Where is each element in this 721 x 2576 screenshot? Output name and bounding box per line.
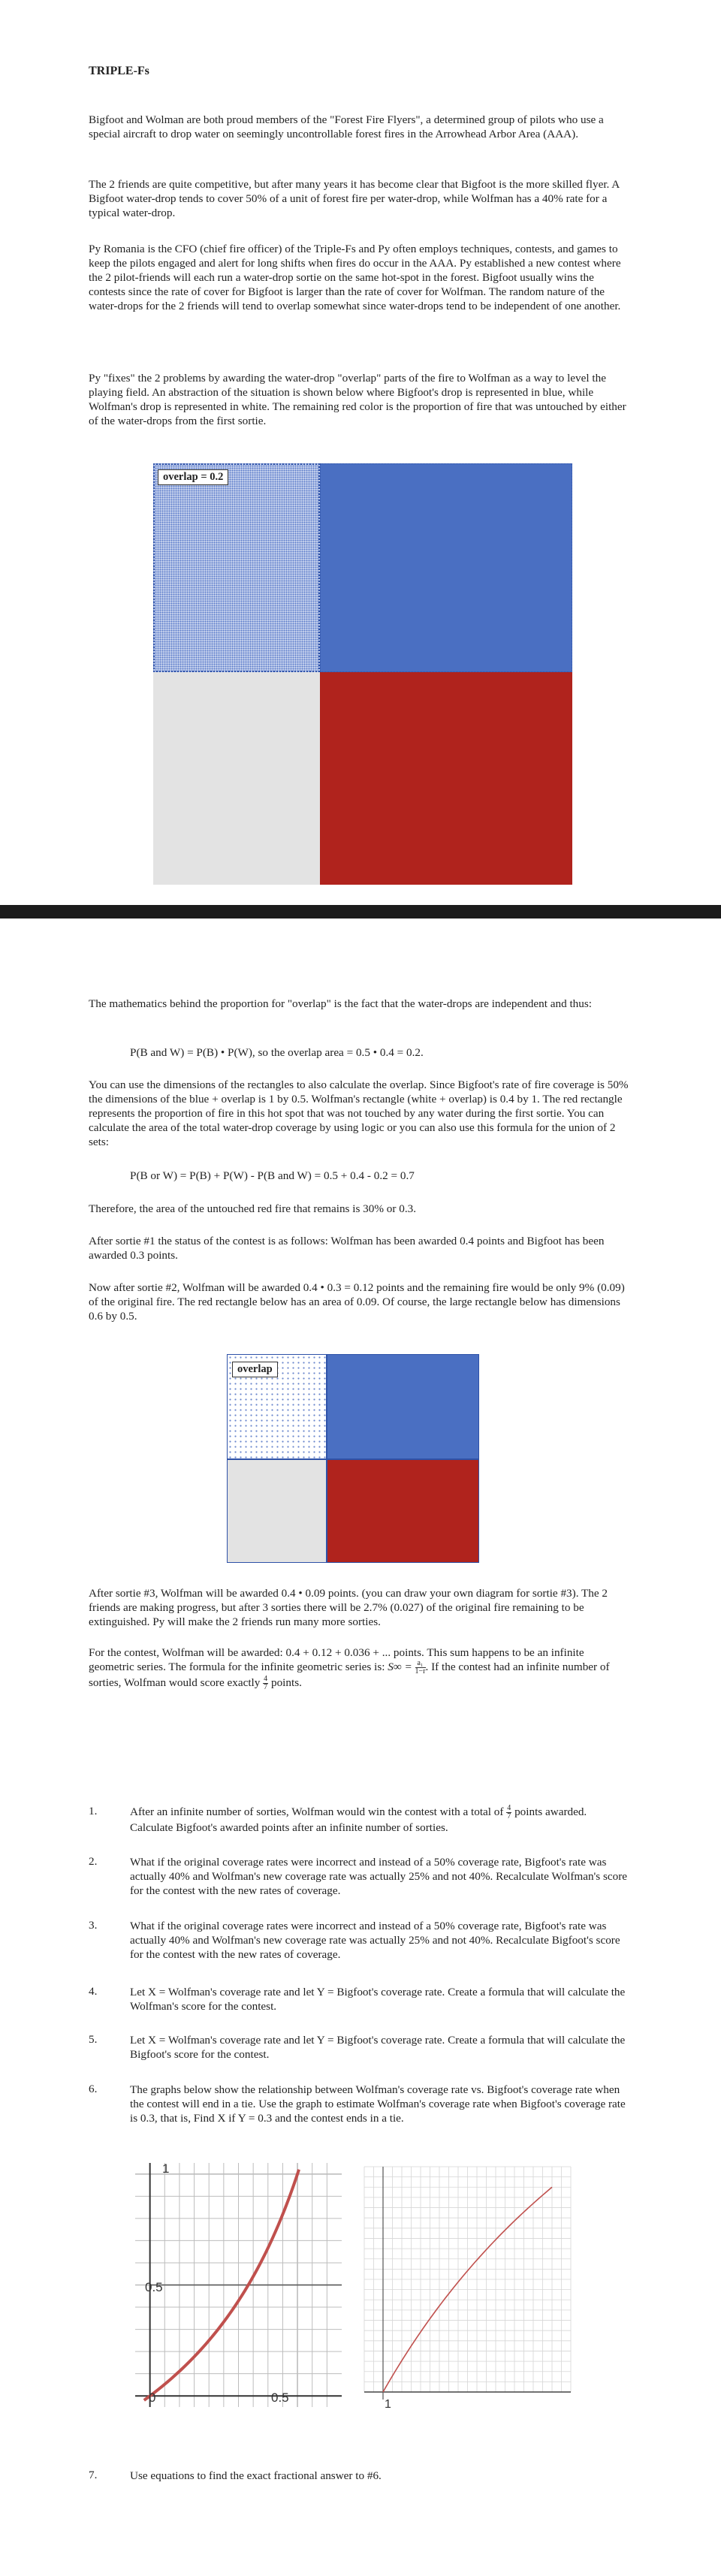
wolfman-white-region <box>153 672 320 885</box>
y-tick-0.5: 0.5 <box>145 2280 163 2294</box>
overlap-label: overlap <box>232 1362 278 1377</box>
page-title: TRIPLE-Fs <box>89 65 149 77</box>
math-paragraph: The mathematics behind the proportion for "overlap" is the fact that the water-drops are independent and thus: <box>89 997 592 1010</box>
overlap-region <box>153 463 320 672</box>
sortie3-paragraph: After sortie #3, Wolfman will be awarded 0.4 • 0.09 points. (you can draw your own diagram for sortie #3). The 2 friends are making progress, but after 3 sorties there will be 2.7% (0.027) of the original fire remaining to be extinguished. Py will make the 2 friends run many more sorties. <box>89 1587 608 1628</box>
question-number: 7. <box>89 2469 98 2481</box>
page-2 <box>0 918 721 2576</box>
fix-paragraph: Py "fixes" the 2 problems by awarding the water-drop "overlap" parts of the fire to Wolfman as a way to level the playing field. An abstraction of the situation is shown below where Bigfoot's drop is represented in blue, while Wolfman's drop is represented in white. The remaining red color is the proportion of fire that was untouched by either of the water-drops from the first sortie. <box>89 372 626 427</box>
bigfoot-blue-region <box>327 1354 479 1459</box>
series-paragraph: For the contest, Wolfman will be awarded: 0.4 + 0.12 + 0.036 + ... points. This sum happens to be an infinite geometric series. The formula for the infinite geometric series is: S∞ = $\frac{\text{a₁}}{1-r}$ . If the contest had an infinite number of sorties, Wolfman would score exactly $\frac{4}{7}$ points. <box>89 1646 610 1692</box>
tie-graph-right <box>357 2159 582 2415</box>
page-1 <box>0 0 721 905</box>
question-number: 3. <box>89 1919 98 1932</box>
question-5: Let X = Wolfman's coverage rate and let Y = Bigfoot's coverage rate. Create a formula that will calculate the Bigfoot's score for the contest. <box>130 2034 626 2061</box>
question-6: The graphs below show the relationship between Wolfman's coverage rate vs. Bigfoot's coverage rate when the contest will end in a tie. Use the graph to estimate Wolfman's coverage rate when Bigfoot's coverage rate is 0.3, that is, Find X if Y = 0.3 and the contest ends in a tie. <box>130 2083 626 2125</box>
question-number: 4. <box>89 1985 98 1998</box>
question-number: 2. <box>89 1855 98 1868</box>
question-7: Use equations to find the exact fractional answer to #6. <box>130 2469 382 2482</box>
y-tick-1: 1 <box>162 2161 170 2176</box>
sortie1-paragraph: After sortie #1 the status of the contest is as follows: Wolfman has been awarded 0.4 points and Bigfoot has been awarded 0.3 points. <box>89 1235 605 1262</box>
four-sevenths-fraction: $\frac{4}{7}$ <box>264 1675 268 1692</box>
x-tick-0.5: 0.5 <box>271 2390 289 2405</box>
overlap-label: overlap = 0.2 <box>158 469 228 485</box>
bigfoot-blue-region <box>320 463 572 672</box>
overlap-equation: P(B and W) = P(B) • P(W), so the overlap area = 0.5 • 0.4 = 0.2. <box>130 1046 424 1059</box>
wolfman-white-region <box>227 1459 327 1563</box>
graph-gridlines <box>364 2167 571 2392</box>
x-tick-0: 0 <box>149 2390 156 2405</box>
contest-paragraph: Py Romania is the CFO (chief fire officer) of the Triple-Fs and Py often employs techniques, contests, and games to keep the pilots engaged and alert for long shifts when fires do occur in the AAA. Py established a new contest where the 2 pilot-friends will each run a water-drop sortie on the same hot-spot in the forest. Bigfoot usually wins the contests since the rate of cover for Bigfoot is larger than the rate of cover for Wolfman. The random nature of the water-drops for the 2 friends will tend to overlap somewhat since water-drops tend to be independent of one another. <box>89 243 621 312</box>
x-tick-1: 1 <box>385 2398 391 2411</box>
question-3: What if the original coverage rates were incorrect and instead of a 50% coverage rate, Bigfoot's rate was actually 40% and Wolfman's new coverage rate was actually 25% and not 40%. Recalculate Bigfoot's score for the contest with the new rates of coverage. <box>130 1920 620 1961</box>
intro-paragraph: Bigfoot and Wolman are both proud members of the "Forest Fire Flyers", a determined group of pilots who use a special aircraft to drop water on seemingly uncontrollable forest fires in the Arrowhead Arbor Area (AAA). <box>89 113 604 140</box>
sortie2-paragraph: Now after sortie #2, Wolfman will be awarded 0.4 • 0.3 = 0.12 points and the remaining fire would be only 9% (0.09) of the original fire. The red rectangle below has an area of 0.09. Of course, the large rectangle below has dimensions 0.6 by 0.5. <box>89 1281 625 1323</box>
tie-graph-left <box>120 2159 349 2415</box>
dimensions-paragraph: You can use the dimensions of the rectangles to also calculate the overlap. Since Bigfoot's rate of fire coverage is 50% the dimensions of the blue + overlap is 1 by 0.5. Wolfman's rectangle (white + overlap) is 0.4 by 1. The red rectangle represents the proportion of fire in this hot spot that was not touched by any water during the first sortie. You can calculate the area of the total water-drop coverage by using logic or you can also use this formula for the union of 2 sets: <box>89 1078 629 1148</box>
union-equation: P(B or W) = P(B) + P(W) - P(B and W) = 0.5 + 0.4 - 0.2 = 0.7 <box>130 1169 415 1182</box>
untouched-red-region <box>327 1459 479 1563</box>
question-1: After an infinite number of sorties, Wolfman would win the contest with a total of $\frac{4}{7}$ points awarded. Calculate Bigfoot's awarded points after an infinite number of sorties. <box>130 1804 587 1835</box>
page-separator <box>0 905 721 918</box>
question-number: 1. <box>89 1805 98 1817</box>
untouched-red-region <box>320 672 572 885</box>
friends-paragraph: The 2 friends are quite competitive, but after many years it has become clear that Bigfoot is the more skilled flyer. A Bigfoot water-drop tends to cover 50% of a unit of forest fire per water-drop, while Wolfman has a 40% rate for a typical water-drop. <box>89 178 620 219</box>
series-formula-fraction: $\frac{\text{a₁}}{1-r}$ <box>415 1659 426 1676</box>
question-2: What if the original coverage rates were incorrect and instead of a 50% coverage rate, Bigfoot's rate was actually 40% and Wolfman's new coverage rate was actually 25% and not 40%. Recalculate Wolfman's score for the contest with the new rates of coverage. <box>130 1856 628 1897</box>
untouched-paragraph: Therefore, the area of the untouched red fire that remains is 30% or 0.3. <box>89 1202 417 1215</box>
question-4: Let X = Wolfman's coverage rate and let Y = Bigfoot's coverage rate. Create a formula that will calculate the Wolfman's score for the contest. <box>130 1986 626 2013</box>
question-number: 5. <box>89 2033 98 2046</box>
question-number: 6. <box>89 2083 98 2095</box>
